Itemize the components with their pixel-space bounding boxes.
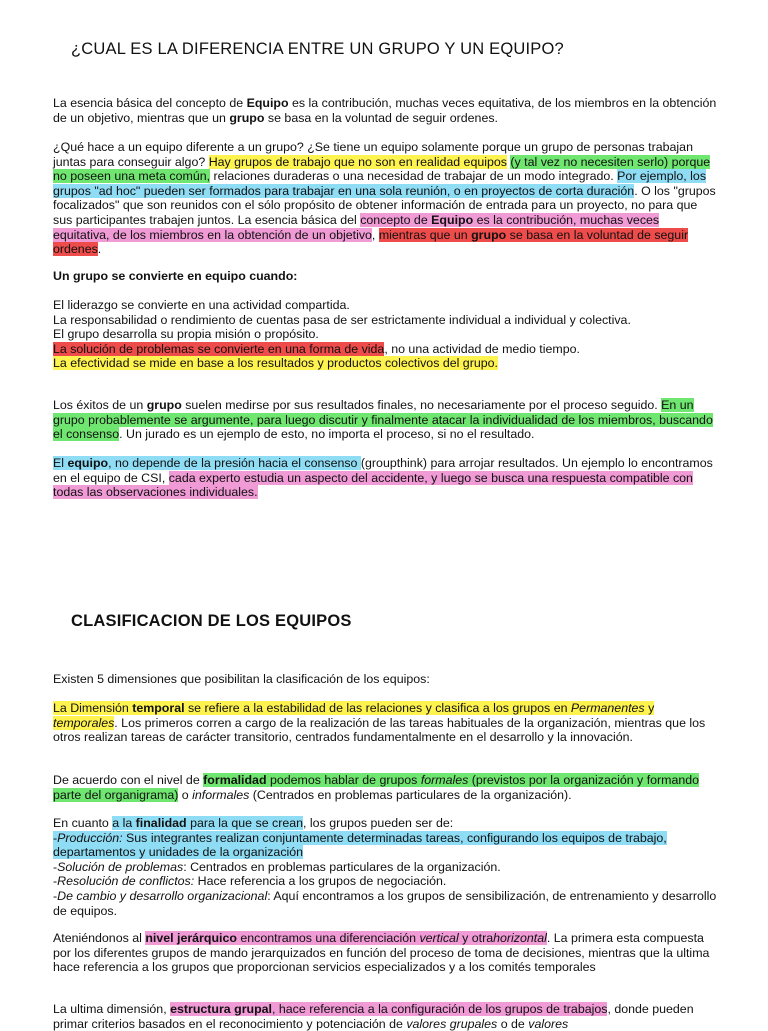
text-run: Resolución de conflictos: <box>57 874 195 889</box>
text-run: - <box>53 859 58 874</box>
text-run: o <box>178 787 193 802</box>
text-run: Hace referencia a los grupos de negociación. <box>194 874 447 889</box>
highlighted-text: nivel jerárquico <box>145 931 237 945</box>
text-run: (Centrados en problemas particulares de la organización). <box>249 787 572 802</box>
text-run: - <box>53 888 58 903</box>
highlighted-text: En un grupo probablemente se argumente, para luego discutir y finalmente atacar la individualidad de los miembros, buscando el consenso <box>53 398 713 442</box>
text-run: : Centrados en problemas particulares de la organización. <box>183 859 501 874</box>
paragraph-group-success <box>53 398 717 442</box>
highlighted-text: Equipo <box>431 212 474 227</box>
highlighted-text: temporales <box>53 715 115 730</box>
highlighted-text: vertical <box>419 931 459 945</box>
text-run: se basa en la voluntad de seguir ordenes. <box>264 110 498 125</box>
paragraph-purpose <box>53 816 717 918</box>
text-run: , donde pueden primar criterios basados en el reconocimiento y potenciación de <box>53 1002 694 1031</box>
highlighted-text: temporal <box>132 701 185 715</box>
paragraph-becomes-team-list <box>53 298 717 371</box>
highlighted-text: concepto de <box>360 212 432 227</box>
highlighted-text: se refiere a la estabilidad de las relaciones y clasifica a los grupos en <box>184 701 571 715</box>
highlighted-text: y <box>644 701 655 715</box>
highlighted-text: Permanentes <box>570 701 645 715</box>
highlighted-text: Sus integrantes realizan conjuntamente determinadas tareas, configurando los equipos de trabajo, departamentos y unidades de la organización <box>53 830 667 860</box>
highlighted-text: grupo <box>471 227 507 242</box>
text-run: informales <box>192 787 250 802</box>
highlighted-text: para la que se crean <box>186 816 304 830</box>
text-run: ¿Qué hace a un equipo diferente a un grupo? ¿Se tiene un equipo solamente porque un grupo de personas trabajan juntas para conseguir algo? <box>53 140 693 169</box>
highlighted-text: , no depende de la presión hacia el consenso <box>108 456 361 470</box>
text-run: Solución de problemas <box>57 859 184 874</box>
text-run: El liderazgo se convierte en una actividad compartida. <box>53 298 350 312</box>
text-run: La esencia básica del concepto de <box>53 96 247 110</box>
paragraph-temporal-dimension <box>53 701 717 745</box>
highlighted-text: estructura grupal <box>170 1002 272 1016</box>
text-run: . Los primeros corren a cargo de la realización de las tareas habituales de la organización, mientras que los otros realizan tareas de carácter transitorio, centrados fundamentalmente en el desarrollo y la innovación. <box>53 715 706 745</box>
text-run: es la contribución, muchas veces equitativa, de los miembros en la obtención de un objetivo, mientras que un <box>53 96 717 125</box>
text-run: (groupthink) para arrojar resultados. Un ejemplo lo encontramos en el equipo de CSI, <box>53 456 713 485</box>
text-run: De cambio y desarrollo organizacional <box>57 888 268 903</box>
section-title-classification: CLASIFICACION DE LOS EQUIPOS <box>71 612 352 630</box>
highlighted-text: y otra <box>458 931 494 945</box>
text-run: grupo <box>229 110 265 125</box>
text-run: - <box>53 874 58 889</box>
paragraph-becomes-team-heading <box>53 269 717 284</box>
text-run: Existen 5 dimensiones que posibilitan la clasificación de los equipos: <box>53 672 430 686</box>
paragraph-team-consensus <box>53 456 717 500</box>
paragraph-essence <box>53 96 717 125</box>
highlighted-text: encontramos una diferenciación <box>236 931 420 945</box>
text-run: De acuerdo con el nivel de <box>53 773 204 787</box>
text-run: : Aquí encontramos a los grupos de sensibilización, de entrenamiento y desarrollo de equipos. <box>53 888 717 918</box>
highlighted-text: es la contribución, muchas veces equitativa, de los miembros en la obtención de un objetivo <box>53 212 660 242</box>
paragraph-dimensions-intro <box>53 672 717 687</box>
highlighted-text: equipo <box>67 456 109 470</box>
text-run: . La primera esta compuesta por los diferentes grupos de mando jerarquizados en función del proceso de toma de decisiones, mientras que la ultima hace referencia a los grupos que proporcionan servicios especializados y a los comités temporales <box>53 931 710 975</box>
highlighted-text: finalidad <box>135 816 187 830</box>
text-run: . O los "grupos focalizados" que son reunidos con el sólo propósito de obtener información de entrada para un proyecto, no para que sus participantes trabajen juntos. La esencia básica del <box>53 183 716 227</box>
highlighted-text: mientras que un <box>378 227 472 242</box>
highlighted-text: (previstos por la organización y formando parte del organigrama) <box>53 773 700 802</box>
text-run: valores grupales <box>406 1016 498 1031</box>
text-run: La responsabilidad o rendimiento de cuentas pasa de ser estrictamente individual a individual y colectiva. <box>53 312 631 327</box>
paragraph-group-structure <box>53 1002 717 1031</box>
text-run: , los grupos pueden ser de: <box>303 816 454 830</box>
highlighted-text: La Dimensión <box>53 701 133 715</box>
highlighted-text: a la <box>112 816 136 830</box>
text-run: Un grupo se convierte en equipo cuando: <box>53 269 298 283</box>
highlighted-text: Por ejemplo, los grupos "ad hoc" pueden ser formados para trabajar en una sola reunión, o en proyectos de corta duración <box>53 169 707 198</box>
text-run: En cuanto <box>53 816 113 830</box>
text-run: o de <box>497 1016 529 1031</box>
highlighted-text: (y tal vez no necesiten serlo) porque no poseen una meta común, <box>53 154 711 184</box>
text-run: Los éxitos de un <box>53 398 147 412</box>
text-run: grupo <box>146 398 182 412</box>
highlighted-text: formalidad <box>203 773 267 787</box>
text-run: La ultima dimensión, <box>53 1002 171 1016</box>
highlighted-text: podemos hablar de grupos <box>266 773 421 787</box>
text-run: , no una actividad de medio tiempo. <box>384 341 580 356</box>
paragraph-group-vs-team <box>53 140 717 257</box>
highlighted-text: cada experto estudia un aspecto del accidente, y luego se busca una respuesta compatible con todas las observaciones individuales. <box>53 470 693 500</box>
highlighted-text: Hay grupos de trabajo que no son en realidad equipos <box>208 154 507 169</box>
text-run: Ateniéndonos al <box>53 931 146 945</box>
text-run: suelen medirse por sus resultados finales, no necesariamente por el proceso seguido. <box>181 398 662 412</box>
highlighted-text: - <box>53 830 58 845</box>
paragraph-formality <box>53 773 717 802</box>
text-run: Equipo <box>246 96 289 110</box>
text-run: relaciones duraderas o una necesidad de trabajar de un modo integrado. <box>210 169 618 184</box>
highlighted-text: La efectividad se mide en base a los resultados y productos colectivos del grupo. <box>53 356 498 371</box>
section-title-difference: ¿CUAL ES LA DIFERENCIA ENTRE UN GRUPO Y UN EQUIPO? <box>71 40 564 58</box>
highlighted-text: Producción: <box>57 830 123 845</box>
highlighted-text: se basa en la voluntad de seguir ordenes <box>53 227 689 257</box>
text-run: El grupo desarrolla su propia misión o propósito. <box>53 327 319 342</box>
text-run: . <box>97 242 102 257</box>
highlighted-text: La solución de problemas se convierte en una forma de vida <box>53 341 385 356</box>
text-run: valores <box>528 1016 569 1031</box>
highlighted-text: horizontal <box>493 931 547 945</box>
text-run: . Un jurado es un ejemplo de esto, no importa el proceso, si no el resultado. <box>119 427 535 442</box>
highlighted-text: El <box>53 456 68 470</box>
paragraph-hierarchy <box>53 931 717 975</box>
text-run: , <box>371 227 379 242</box>
highlighted-text: , hace referencia a la configuración de los grupos de trabajos <box>272 1002 608 1016</box>
highlighted-text: formales <box>420 773 469 787</box>
